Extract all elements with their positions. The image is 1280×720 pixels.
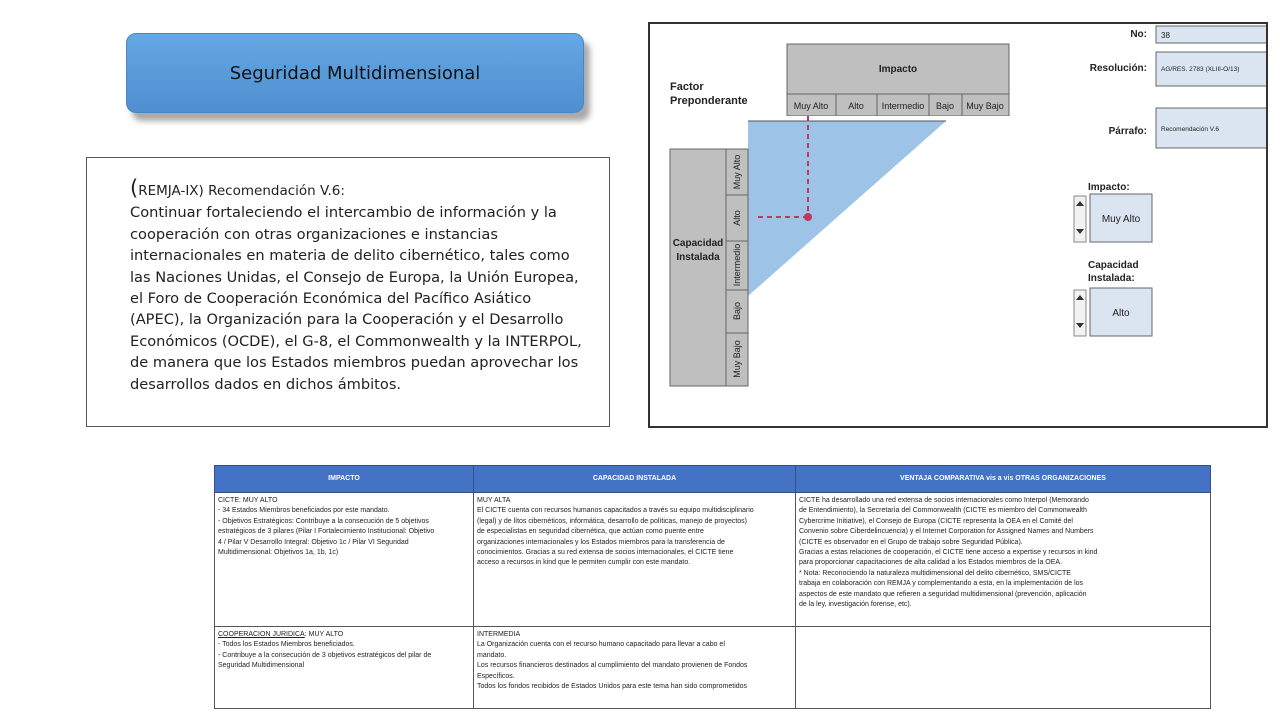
recommendation-box [86, 157, 610, 427]
cell-line: Específicos. [477, 672, 515, 680]
factor-label-line1: Factor [670, 81, 704, 93]
slide-title: Seguridad Multidimensional [229, 62, 481, 84]
cell-line: Cybercrime Initiative), el Consejo de Europa (CICTE representa la OEA en el Comité del [799, 517, 1073, 525]
cell-line: Todos los fondos recibidos de Estados Unidos para este tema han sido comprometidos [477, 683, 748, 691]
cell-line: (legal) y de lítos cibernéticos, informática, desarrollo de políticas, manejo de proyectos) [477, 517, 748, 525]
slide-title-box [126, 33, 584, 113]
resolucion-value: AG/RES. 2783 (XLIII-O/13) [1161, 66, 1240, 73]
impact-level-intermedio: Intermedio [881, 101, 925, 111]
cell-line: organizaciones internacionales y los Estados miembros para la transferencia de [477, 538, 725, 546]
cell-line: (CICTE es observador en el Grupo de trabajo sobre Seguridad Pública). [799, 538, 1023, 546]
cooperacion-juridica-label: COOPERACION JURIDICA [218, 631, 305, 638]
evaluation-table [214, 465, 1211, 709]
capacity-level-muy-bajo: Muy Bajo [732, 340, 742, 378]
cell-line: La Organización cuenta con el recurso humano capacitado para llevar a cabo el [477, 641, 725, 649]
capacity-label-line1: Capacidad [672, 238, 724, 249]
recommendation-heading: REMJA-IX) Recomendación V.6: [138, 183, 345, 199]
capacidad-label-line2: Instalada: [1088, 273, 1135, 284]
cell-line: CICTE ha desarrollado una red extensa de socios internacionales como Interpol (Memorando [799, 497, 1089, 504]
cell-line: de Entendimiento), la Secretaría del Commonwealth (CICTE es miembro del Commonwealth [799, 507, 1087, 515]
header-capacidad-instalada: CAPACIDAD INSTALADA [474, 466, 796, 493]
capacity-level-alto: Alto [732, 210, 742, 226]
cell-line: trabaja en colaboración con REMJA y complementando a esta, en la implementación de los [799, 580, 1084, 588]
row2-ventaja-cell [796, 627, 1211, 709]
header-ventaja-comparativa: VENTAJA COMPARATIVA vis a vis OTRAS ORGANIZACIONES [796, 466, 1211, 493]
cell-line: de la ley, investigación forense, etc). [799, 601, 912, 609]
matrix-svg [650, 24, 1268, 428]
factor-label-line2: Preponderante [670, 95, 748, 107]
table-row [215, 627, 1211, 709]
capacity-level-intermedio: Intermedio [732, 243, 742, 287]
row2-impacto-cell [215, 627, 474, 709]
impact-level-muy-bajo: Muy Bajo [966, 101, 1004, 111]
cell-line: acceso a recursos in kind que le permiten cumplir con este mandato. [477, 559, 691, 567]
cell-line: Los recursos financieros destinados al cumplimiento del mandato provienen de Fondos [477, 662, 748, 670]
cell-line: de especialistas en seguridad cibernética, que actúan como puente entre [477, 528, 704, 536]
no-value: 38 [1161, 31, 1170, 40]
cell-line: CICTE: MUY ALTO [218, 497, 278, 504]
cell-line: - Contribuye a la consecución de 3 objetivos estratégicos del pilar de [218, 651, 432, 659]
recommendation-open-paren: ( [130, 176, 139, 200]
cell-line: 4 / Pilar V Desarrollo Integral: Objetivo 1c / Pilar VI Seguridad [218, 538, 409, 546]
table-header-row [215, 466, 1211, 493]
row2-capacidad-cell [474, 627, 796, 709]
impact-header: Impacto [878, 64, 918, 75]
recommendation-body: Continuar fortaleciendo el intercambio de información y la cooperación con otras organizaciones e instancias internacionales en materia de delito cibernético, tales como las Naciones Unidas, el Consejo de Europa, la Unión Europea, el Foro de Cooperación Económica del Pacífico Asiático (APEC), la Organización para la Cooperación y el Desarrollo Económicos (OCDE), el G-8, el Commonwealth y la INTERPOL, de manera que los Estados miembros puedan aprovechar los desarrollos dados en dichos ámbitos. [130, 204, 582, 393]
cell-line: mandato. [477, 651, 507, 659]
capacidad-label-line1: Capacidad [1088, 260, 1139, 271]
cell-line: MUY ALTA [477, 497, 511, 504]
cell-line: aspectos de este mandato que refieren a seguridad multidimensional (prevención, aplicación [799, 590, 1087, 598]
row1-impacto-cell [215, 493, 474, 627]
capacidad-value: Alto [1112, 308, 1130, 319]
capacity-header-cell [670, 149, 726, 386]
impacto-value: Muy Alto [1101, 214, 1141, 225]
cell-line: Seguridad Multidimensional [218, 662, 304, 670]
cell-line: INTERMEDIA [477, 631, 521, 638]
cell-line: Gracias a estas relaciones de cooperación, el CICTE tiene acceso a expertise y recursos in kind [799, 549, 1098, 557]
cell-line: - Objetivos Estratégicos: Contribuye a la consecución de 5 objetivos [218, 517, 429, 525]
cell-line: Convenio sobre Ciberdelincuencia) y el Internet Corporation for Assigned Names and Numbers [799, 528, 1094, 536]
impact-level-muy-alto: Muy Alto [793, 101, 829, 111]
no-field [1156, 26, 1268, 43]
cell-line: - 34 Estados Miembros beneficiados por este mandato. [218, 507, 390, 515]
capacity-level-muy-alto: Muy Alto [732, 154, 742, 190]
capacity-level-bajo: Bajo [732, 301, 742, 321]
cell-line: - Todos los Estados Miembros beneficiados. [218, 641, 355, 649]
parrafo-label: Párrafo: [1108, 126, 1147, 137]
impact-capacity-matrix [648, 22, 1268, 428]
capacity-label-line2: Instalada [676, 252, 720, 263]
cell-line: conocimientos. Gracias a su red extensa de socios internacionales, el CICTE tiene [477, 549, 734, 557]
cell-line: para proporcionar capacitaciones de alta calidad a los Estados miembros de la OEA. [799, 559, 1063, 567]
no-label: No: [1130, 29, 1147, 40]
resolucion-label: Resolución: [1089, 63, 1147, 74]
row1-ventaja-cell [796, 493, 1211, 627]
position-marker [804, 213, 812, 221]
parrafo-value: Recomendación V.6 [1161, 126, 1219, 133]
recommendation-text [130, 178, 590, 395]
table-row [215, 493, 1211, 627]
cell-line: * Nota: Reconociendo la naturaleza multidimensional del delito cibernético, SMS/CICTE [799, 569, 1071, 577]
cell-line: El CICTE cuenta con recursos humanos capacitados a través su equipo multidisciplinario [477, 507, 754, 515]
impact-level-alto: Alto [848, 101, 864, 111]
cell-line: Multidimensional: Objetivos 1a, 1b, 1c) [218, 549, 339, 557]
cell-line [218, 630, 470, 640]
impacto-label: Impacto: [1088, 182, 1130, 193]
cooperacion-juridica-rating: : MUY ALTO [304, 631, 344, 638]
header-impacto: IMPACTO [215, 466, 474, 493]
cell-line: estratégicos de 3 pilares (Pilar I Fortalecimiento Institucional: Objetivo [218, 528, 435, 536]
impact-level-bajo: Bajo [935, 101, 955, 111]
row1-capacidad-cell [474, 493, 796, 627]
